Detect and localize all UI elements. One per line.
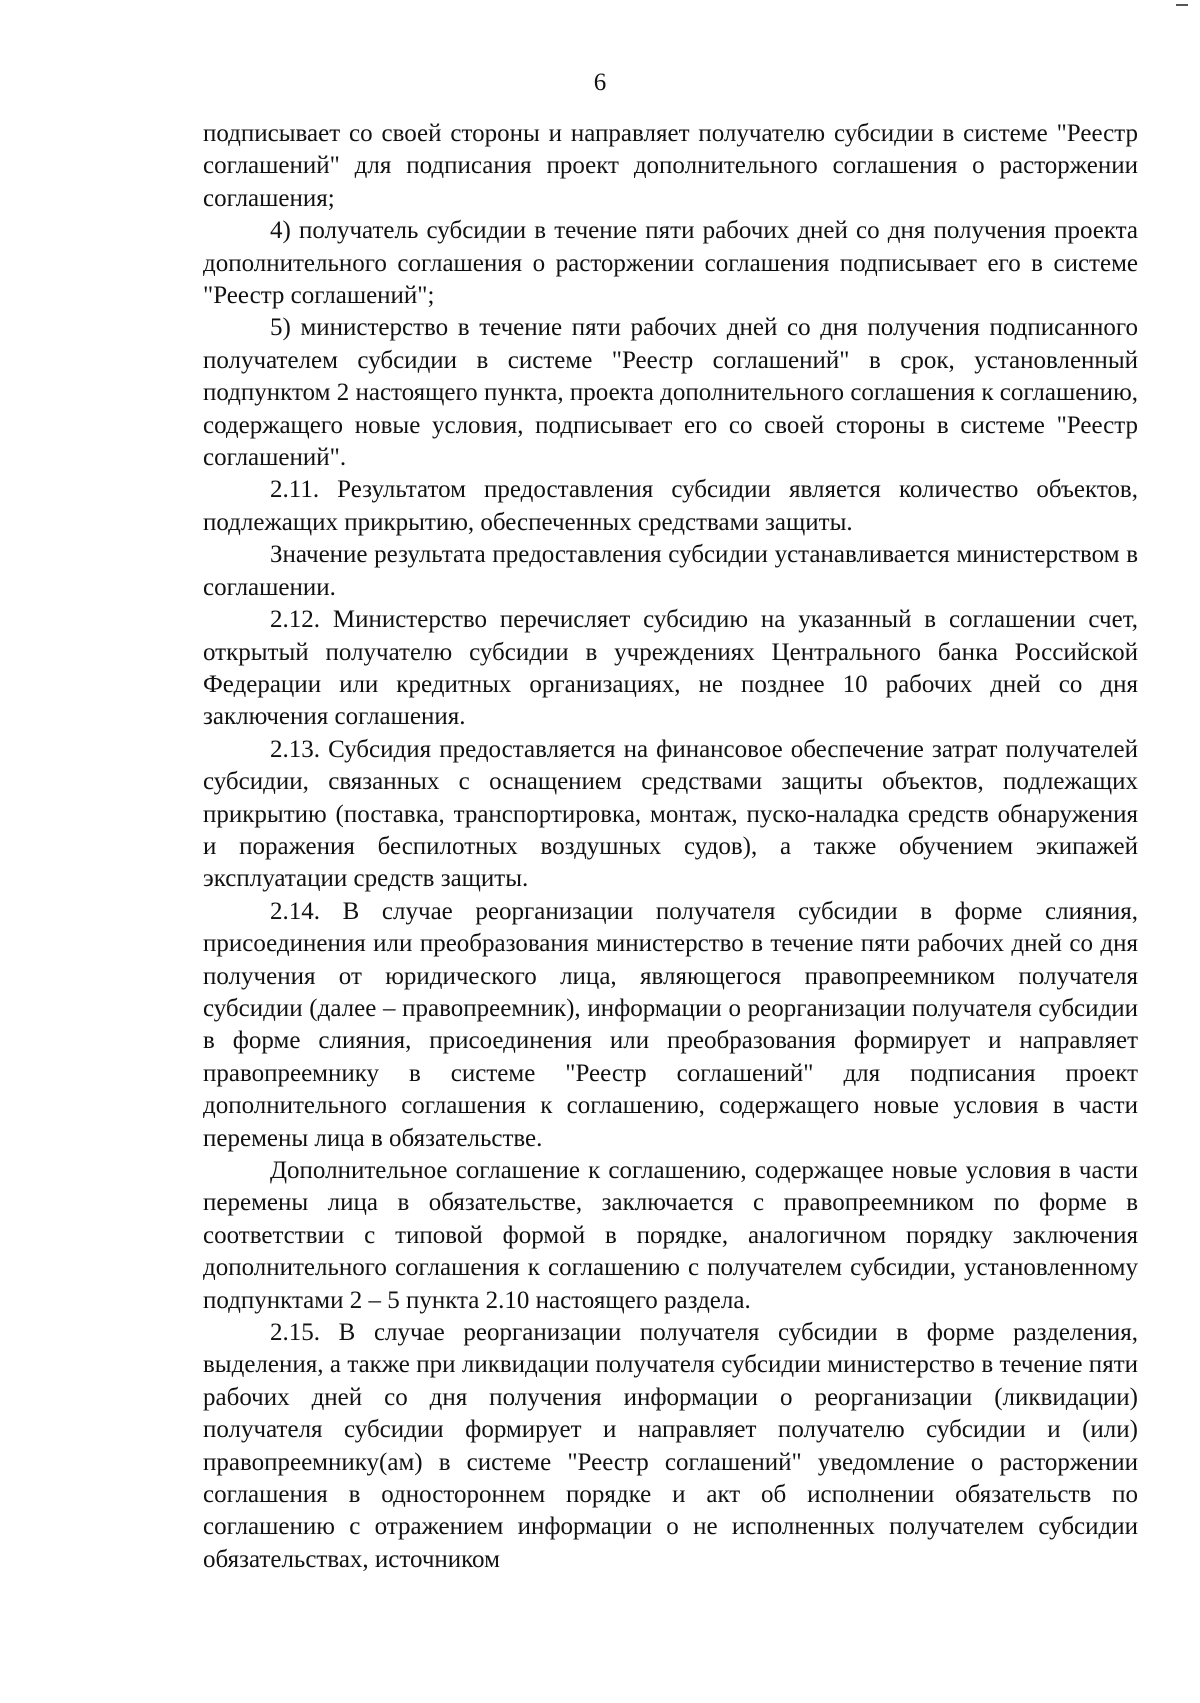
- scan-mark: [1176, 4, 1188, 6]
- paragraph-2-14: 2.14. В случае реорганизации получателя субсидии в форме слияния, присоединения или преобразования министерство в течение пяти рабочих дней со дня получения от юридического лица, являющегося правопреемником получателя субсидии (далее – правопреемник), информации о реорганизации получателя субсидии в форме слияния, присоединения или преобразования формирует и направляет правопреемнику в системе "Реестр соглашений" для подписания проект дополнительного соглашения к соглашению, содержащего новые условия в части перемены лица в обязательстве.: [203, 897, 1138, 1152]
- document-body: [203, 118, 1138, 1576]
- paragraph-subitem-4: 4) получатель субсидии в течение пяти рабочих дней со дня получения проекта дополнительного соглашения о расторжении соглашения подписывает его в системе "Реестр соглашений";: [203, 217, 1138, 310]
- paragraph-additional-agreement: Дополнительное соглашение к соглашению, содержащее новые условия в части перемены лица в обязательстве, заключается с правопреемником по форме в соответствии с типовой формой в порядке, аналогичном порядку заключения дополнительного соглашения к соглашению с получателем субсидии, установленному подпунктами 2 – 5 пункта 2.10 настоящего раздела.: [203, 1157, 1138, 1314]
- page-number: 6: [593, 69, 607, 96]
- paragraph-2-13: 2.13. Субсидия предоставляется на финансовое обеспечение затрат получателей субсидии, связанных с оснащением средствами защиты объектов, подлежащих прикрытию (поставка, транспортировка, монтаж, пуско-наладка средств обнаружения и поражения беспилотных воздушных судов), а также обучением экипажей эксплуатации средств защиты.: [203, 735, 1138, 893]
- paragraph-2-11: 2.11. Результатом предоставления субсидии является количество объектов, подлежащих прикрытию, обеспеченных средствами защиты.: [203, 476, 1138, 536]
- paragraph-2-12: 2.12. Министерство перечисляет субсидию на указанный в соглашении счет, открытый получателю субсидии в учреждениях Центрального банка Российской Федерации или кредитных организациях, не позднее 10 рабочих дней со дня заключения соглашения.: [203, 606, 1138, 731]
- paragraph-continuation: подписывает со своей стороны и направляет получателю субсидии в системе "Реестр соглашений" для подписания проект дополнительного соглашения о расторжении соглашения;: [203, 120, 1138, 212]
- paragraph-subitem-5: 5) министерство в течение пяти рабочих дней со дня получения подписанного получателем субсидии в системе "Реестр соглашений" в срок, установленный подпунктом 2 настоящего пункта, проекта дополнительного соглашения к соглашению, содержащего новые условия, подписывает его со своей стороны в системе "Реестр соглашений".: [203, 314, 1138, 472]
- paragraph-result-value: Значение результата предоставления субсидии устанавливается министерством в соглашении.: [203, 541, 1138, 601]
- paragraph-2-15: 2.15. В случае реорганизации получателя субсидии в форме разделения, выделения, а также при ликвидации получателя субсидии министерство в течение пяти рабочих дней со дня получения информации о реорганизации (ликвидации) получателя субсидии формирует и направляет получателю субсидии и (или) правопреемнику(ам) в системе "Реестр соглашений" уведомление о расторжении соглашения в одностороннем порядке и акт об исполнении обязательств по соглашению с отражением информации о не исполненных получателем субсидии обязательствах, источником: [203, 1319, 1138, 1573]
